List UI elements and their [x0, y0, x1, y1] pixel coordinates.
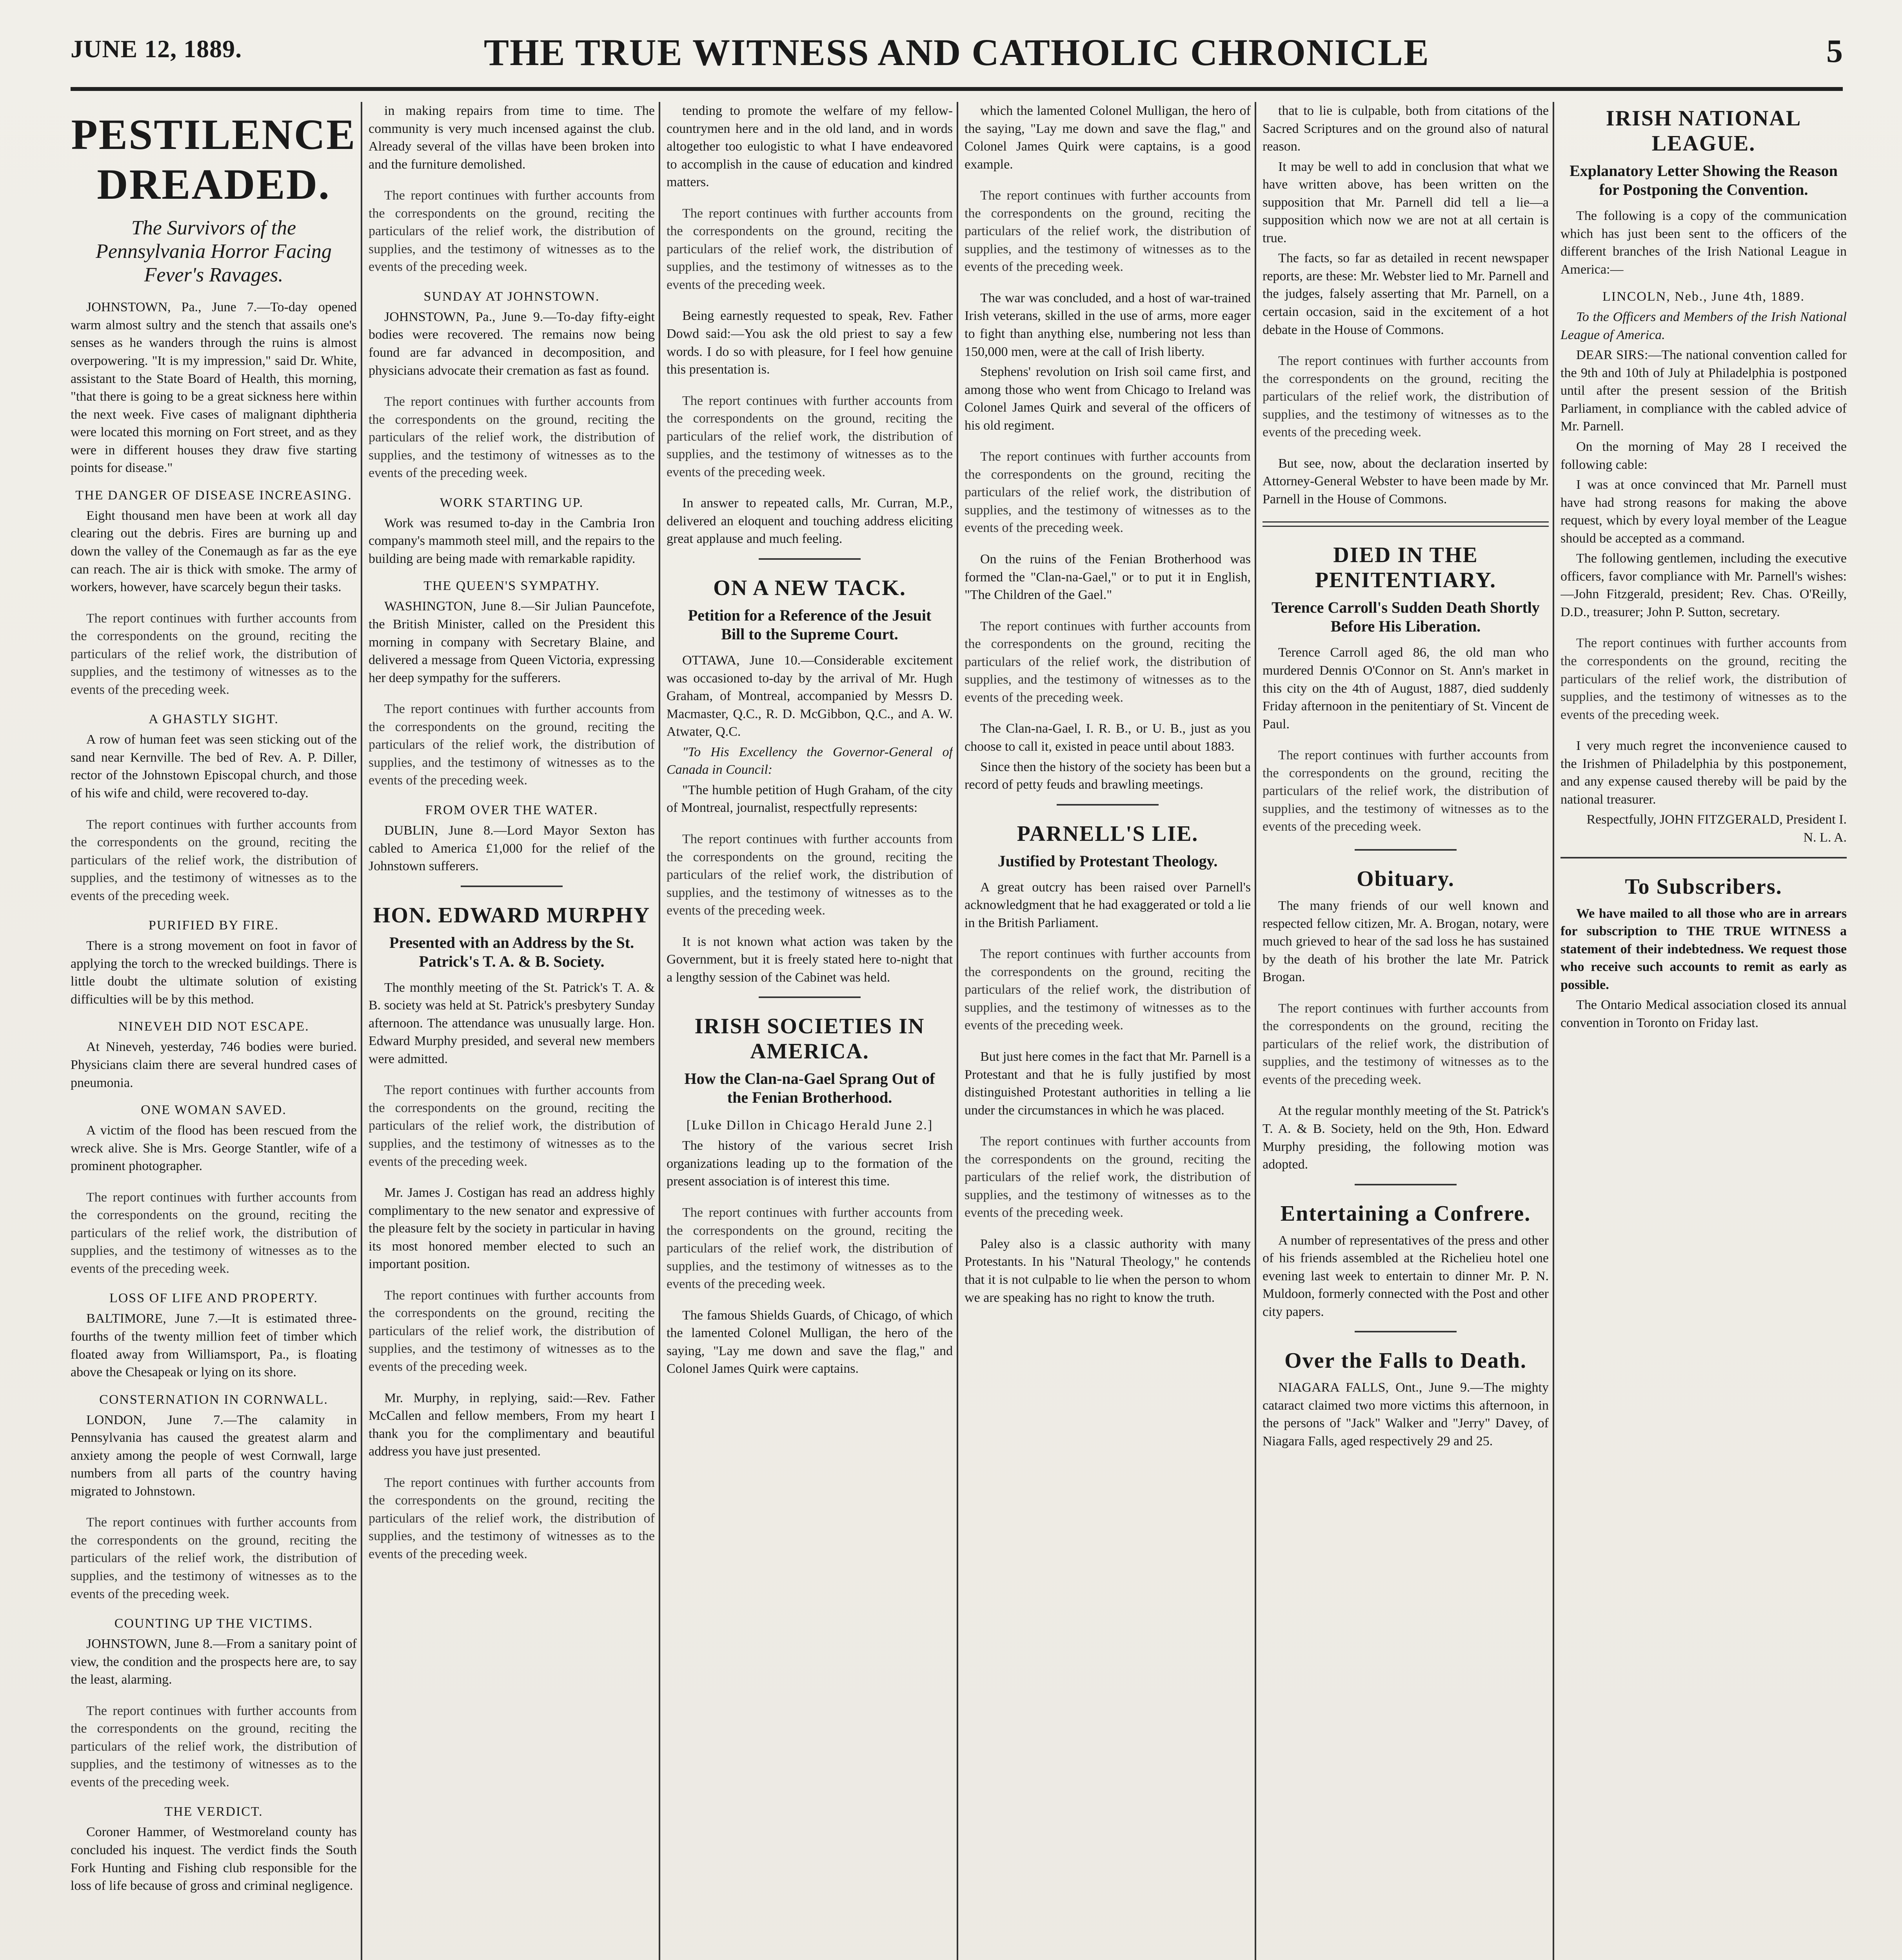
article-subtitle-parnells-lie: Justified by Protestant Theology.	[997, 852, 1218, 870]
article-paragraph: But just here comes in the fact that Mr. Parnell is a Protestant and that he is fully justified by most distinguished Protestant authorities in telling a lie under the circumstances in which he was placed.	[965, 1049, 1251, 1118]
article-paragraph: OTTAWA, June 10.—Considerable excitement was occasioned to-day by the arrival of Mr. Hugh Graham, of Montreal, accompanied by Messrs D. Macmaster, Q.C., R. D. McGibbon, Q.C., and A. W. Atwater, Q.C.	[667, 653, 953, 739]
column-5	[1263, 102, 1549, 1960]
article-paragraph: Stephens' revolution on Irish soil came first, and among those who went from Chicago to Ireland was Colonel James Quirk and several of the officers of his old regiment.	[965, 365, 1251, 433]
article-paragraph: The report continues with further accounts from the correspondents on the ground, reciting the particulars of the relief work, the distribution of supplies, and the testimony of witnesses as to the events of the preceding week.	[667, 1205, 953, 1292]
column-rule	[361, 102, 362, 1960]
article-subtitle-murphy: Presented with an Address by the St. Patrick's T. A. & B. Society.	[389, 933, 634, 970]
section-heading: PURIFIED BY FIRE.	[148, 918, 279, 933]
article-paragraph: LONDON, June 7.—The calamity in Pennsylvania has caused the greatest alarm and anxiety among the people of west Cornwall, large numbers from all parts of the country having migrated to Johnstown.	[71, 1412, 357, 1499]
article-paragraph: The report continues with further accounts from the correspondents on the ground, reciting the particulars of the relief work, the distribution of supplies, and the testimony of witnesses as to the events of the preceding week.	[71, 611, 357, 697]
article-subtitle-league: Explanatory Letter Showing the Reason for Postponing the Convention.	[1570, 162, 1838, 198]
article-paragraph: A great outcry has been raised over Parnell's acknowledgment that he had exaggerated or told a lie in the British Parliament.	[965, 880, 1251, 930]
divider	[1355, 1331, 1457, 1332]
article-paragraph: The following gentlemen, including the executive officers, favor compliance with Mr. Parnell's wishes:—John Fitzgerald, president; Rev. Chas. O'Reilly, D.D., treasurer; John P. Sutton, secretary.	[1560, 551, 1847, 619]
article-paragraph: The following is a copy of the communication which has just been sent to the officers of the different branches of the Irish National League in America:—	[1560, 209, 1847, 277]
article-paragraph: We have mailed to all those who are in arrears for subscription to THE TRUE WITNESS a statement of their indebtedness. We request those who receive such accounts to remit as early as possible.	[1560, 906, 1847, 992]
article-paragraph: The report continues with further accounts from the correspondents on the ground, reciting the particulars of the relief work, the distribution of supplies, and the testimony of witnesses as to the events of the preceding week.	[1263, 354, 1549, 440]
article-paragraph: Mr. Murphy, in replying, said:—Rev. Father McCallen and fellow members, From my heart I thank you for the complimentary and beautiful address you have just presented.	[369, 1390, 655, 1459]
column-rule	[1553, 102, 1554, 1960]
section-heading: WORK STARTING UP.	[440, 495, 584, 510]
article-title-league: IRISH NATIONAL LEAGUE.	[1606, 106, 1802, 156]
article-paragraph: NIAGARA FALLS, Ont., June 9.—The mighty cataract claimed two more victims this afternoon, in the persons of "Jack" Walker and "Jerry" Davey, of Niagara Falls, aged respectively 29 and 25.	[1263, 1380, 1549, 1448]
section-heading: FROM OVER THE WATER.	[425, 802, 598, 817]
article-paragraph: A victim of the flood has been rescued from the wreck alive. She is Mrs. George Stantler, wife of a prominent photographer.	[71, 1123, 357, 1174]
article-title-penitentiary: DIED IN THE PENITENTIARY.	[1315, 543, 1497, 593]
article-paragraph: "The humble petition of Hugh Graham, of the city of Montreal, journalist, respectfully represents:	[667, 782, 953, 815]
article-paragraph: The report continues with further accounts from the correspondents on the ground, reciting the particulars of the relief work, the distribution of supplies, and the testimony of witnesses as to the events of the preceding week.	[1560, 636, 1847, 722]
section-heading: THE VERDICT.	[164, 1804, 263, 1819]
article-paragraph: The Ontario Medical association closed its annual convention in Toronto on Friday last.	[1560, 998, 1847, 1030]
article-paragraph: Eight thousand men have been at work all day clearing out the debris. Fires are burning up and down the valley of the Conemaugh as far as the eye can reach. The air is thick with smoke. The army of workers, however, have scarcely begun their tasks.	[71, 508, 357, 595]
divider	[1355, 849, 1457, 851]
article-paragraph: Coroner Hammer, of Westmoreland county has concluded his inquest. The verdict finds the South Fork Hunting and Fishing club responsible for the loss of life because of gross and criminal negligence.	[71, 1825, 357, 1893]
column-rule	[1255, 102, 1256, 1960]
article-paragraph: JOHNSTOWN, June 8.—From a sanitary point of view, the condition and the prospects here are, to say the least, alarming.	[71, 1637, 357, 1687]
article-paragraph: JOHNSTOWN, Pa., June 9.—To-day fifty-eight bodies were recovered. The remains now being found are far advanced in decomposition, and physicians advocate their cremation as fast as found.	[369, 309, 655, 378]
article-subtitle-irish-societies: How the Clan-na-Gael Sprang Out of the Fenian Brotherhood.	[684, 1070, 935, 1107]
section-heading: NINEVEH DID NOT ESCAPE.	[118, 1019, 309, 1034]
article-paragraph: The famous Shields Guards, of Chicago, of which the lamented Colonel Mulligan, the hero of the saying, "Lay me down and save the flag," and Colonel James Quirk were captains.	[667, 1308, 953, 1376]
article-paragraph: The monthly meeting of the St. Patrick's T. A. & B. society was held at St. Patrick's presbytery Sunday afternoon. The attendance was unusually large. Hon. Edward Murphy presided, and several new members were admitted.	[369, 980, 655, 1066]
article-paragraph: But see, now, about the declaration inserted by Attorney-General Webster to have been made by Mr. Parnell in the House of Commons.	[1263, 456, 1549, 506]
article-paragraph: Being earnestly requested to speak, Rev. Father Dowd said:—You ask the old priest to say a few words. I do so with pleasure, for I feel how genuine this presentation is.	[667, 309, 953, 377]
article-paragraph: The history of the various secret Irish organizations leading up to the formation of the present association is of interest this time.	[667, 1138, 953, 1189]
article-paragraph: The report continues with further accounts from the correspondents on the ground, reciting the particulars of the relief work, the distribution of supplies, and the testimony of witnesses as to the events of the preceding week.	[1263, 1001, 1549, 1087]
article-subtitle-new-tack: Petition for a Reference of the Jesuit Bill to the Supreme Court.	[688, 606, 932, 643]
article-paragraph: Work was resumed to-day in the Cambria Iron company's mammoth steel mill, and the repairs to the building are being made with remarkable rapidity.	[369, 515, 655, 566]
issue-date: JUNE 12, 1889.	[71, 35, 242, 63]
masthead-rule	[71, 87, 1843, 91]
article-paragraph: I was at once convinced that Mr. Parnell must have had strong reasons for making the above request, which by every loyal member of the League should be accepted as a command.	[1560, 477, 1847, 546]
article-paragraph: The report continues with further accounts from the correspondents on the ground, reciting the particulars of the relief work, the distribution of supplies, and the testimony of witnesses as to the events of the preceding week.	[369, 188, 655, 274]
article-paragraph: The many friends of our well known and respected fellow citizen, Mr. A. Brogan, notary, were much grieved to hear of the sad loss he has sustained by the death of his brother the late Mr. Patrick Brogan.	[1263, 898, 1549, 985]
article-paragraph: The report continues with further accounts from the correspondents on the ground, reciting the particulars of the relief work, the distribution of supplies, and the testimony of witnesses as to the events of the preceding week.	[965, 449, 1251, 535]
column-6	[1560, 102, 1847, 1960]
article-paragraph: The report continues with further accounts from the correspondents on the ground, reciting the particulars of the relief work, the distribution of supplies, and the testimony of witnesses as to the events of the preceding week.	[965, 619, 1251, 705]
article-paragraph: DUBLIN, June 8.—Lord Mayor Sexton has cabled to America £1,000 for the relief of the Johnstown sufferers.	[369, 823, 655, 874]
section-heading: CONSTERNATION IN CORNWALL.	[99, 1392, 328, 1407]
article-paragraph: A row of human feet was seen sticking out of the sand near Kernville. The bed of Rev. A. P. Diller, rector of the Johnstown Episcopal church, and those of his wife and child, were recovered to-day.	[71, 732, 357, 800]
article-paragraph: Terence Carroll aged 86, the old man who murdered Dennis O'Connor on St. Ann's market in this city on the 4th of August, 1887, died suddenly Friday afternoon in the penitentiary of St. Vincent de Paul.	[1263, 645, 1549, 731]
article-paragraph: DEAR SIRS:—The national convention called for the 9th and 10th of July at Philadelphia is postponed until after the present session of the British Parliament, in compliance with the cabled advice of Mr. Parnell.	[1560, 348, 1847, 434]
article-paragraph: WASHINGTON, June 8.—Sir Julian Pauncefote, the British Minister, called on the President this morning in company with Secretary Blaine, and delivered a message from Queen Victoria, expressing her deep sympathy for the sufferers.	[369, 599, 655, 685]
article-paragraph: A number of representatives of the press and other of his friends assembled at the Richelieu hotel one evening last week to entertain to dinner Mr. P. N. Muldoon, formerly connected with the Post and other city papers.	[1263, 1233, 1549, 1319]
article-title-irish-societies: IRISH SOCIETIES IN AMERICA.	[694, 1014, 925, 1064]
dateline: LINCOLN, Neb., June 4th, 1889.	[1602, 289, 1805, 304]
column-rule	[659, 102, 660, 1960]
article-paragraph: The facts, so far as detailed in recent newspaper reports, are these: Mr. Webster lied to Mr. Parnell and the judges, falsely asserting that Mr. Parnell, on a certain occasion, said in the excitement of a hot debate in the House of Commons.	[1263, 251, 1549, 337]
divider	[461, 886, 563, 887]
article-paragraph: BALTIMORE, June 7.—It is estimated three-fourths of the twenty million feet of timber which floated away from Williamsport, Pa., is floating above the Chesapeak or lying on its shore.	[71, 1311, 357, 1380]
article-paragraph: The report continues with further accounts from the correspondents on the ground, reciting the particulars of the relief work, the distribution of supplies, and the testimony of witnesses as to the events of the preceding week.	[667, 393, 953, 479]
column-1	[71, 102, 357, 1960]
article-paragraph: At Nineveh, yesterday, 746 bodies were buried. Physicians claim there are several hundred cases of pneumonia.	[71, 1040, 357, 1090]
article-paragraph: I very much regret the inconvenience caused to the Irishmen of Philadelphia by this postponement, and any expense caused thereby will be paid by the national treasurer.	[1560, 739, 1847, 807]
article-paragraph: The report continues with further accounts from the correspondents on the ground, reciting the particulars of the relief work, the distribution of supplies, and the testimony of witnesses as to the events of the preceding week.	[965, 1134, 1251, 1220]
subhead-pestilence: The Survivors of the Pennsylvania Horror Facing Fever's Ravages.	[96, 217, 332, 286]
article-title-falls: Over the Falls to Death.	[1284, 1348, 1527, 1373]
article-paragraph: The report continues with further accounts from the correspondents on the ground, reciting the particulars of the relief work, the distribution of supplies, and the testimony of witnesses as to the events of the preceding week.	[71, 817, 357, 903]
article-paragraph: The report continues with further accounts from the correspondents on the ground, reciting the particulars of the relief work, the distribution of supplies, and the testimony of witnesses as to the events of the preceding week.	[965, 188, 1251, 274]
signature: Respectfully, JOHN FITZGERALD, President I. N. L. A.	[1586, 812, 1847, 845]
column-3	[667, 102, 953, 1960]
article-paragraph: The report continues with further accounts from the correspondents on the ground, reciting the particulars of the relief work, the distribution of supplies, and the testimony of witnesses as to the events of the preceding week.	[71, 1515, 357, 1601]
article-title-new-tack: ON A NEW TACK.	[713, 576, 906, 601]
divider	[759, 996, 861, 998]
dateline: [Luke Dillon in Chicago Herald June 2.]	[686, 1118, 933, 1133]
article-paragraph: At the regular monthly meeting of the St. Patrick's T. A. & B. Society, held on the 9th, Hon. Edward Murphy presiding, the following motion was adopted.	[1263, 1103, 1549, 1172]
divider	[1355, 1184, 1457, 1185]
article-paragraph: which the lamented Colonel Mulligan, the hero of the saying, "Lay me down and save the flag," and Colonel James Quirk were captains, is a good example.	[965, 103, 1251, 172]
article-paragraph: in making repairs from time to time. The community is very much incensed against the club. Already several of the villas have been broken into and the furniture demolished.	[369, 103, 655, 172]
section-heading: COUNTING UP THE VICTIMS.	[114, 1616, 313, 1631]
article-paragraph: The report continues with further accounts from the correspondents on the ground, reciting the particulars of the relief work, the distribution of supplies, and the testimony of witnesses as to the events of the preceding week.	[667, 206, 953, 292]
article-paragraph: Mr. James J. Costigan has read an address highly complimentary to the new senator and expressive of the pleasure felt by the society in particular in having its most honored member elected to such an important position.	[369, 1185, 655, 1272]
section-heading: SUNDAY AT JOHNSTOWN.	[423, 289, 600, 304]
article-paragraph: The report continues with further accounts from the correspondents on the ground, reciting the particulars of the relief work, the distribution of supplies, and the testimony of witnesses as to the events of the preceding week.	[1263, 748, 1549, 834]
divider	[1057, 804, 1159, 806]
article-paragraph: The war was concluded, and a host of war-trained Irish veterans, skilled in the use of arms, more eager to fight than anything else, numbering not less than 150,000 men, were at the call of Irish liberty.	[965, 290, 1251, 359]
article-paragraph: The report continues with further accounts from the correspondents on the ground, reciting the particulars of the relief work, the distribution of supplies, and the testimony of witnesses as to the events of the preceding week.	[369, 394, 655, 481]
page-number: 5	[1826, 33, 1843, 69]
column-4	[965, 102, 1251, 1960]
article-title-murphy: HON. EDWARD MURPHY	[373, 903, 650, 927]
article-paragraph: The report continues with further accounts from the correspondents on the ground, reciting the particulars of the relief work, the distribution of supplies, and the testimony of witnesses as to the events of the preceding week.	[369, 1288, 655, 1374]
article-paragraph: On the morning of May 28 I received the following cable:	[1560, 439, 1847, 472]
column-rule	[957, 102, 958, 1960]
petition-quote: "To His Excellency the Governor-General of Canada in Council:	[667, 744, 953, 777]
divider	[759, 558, 861, 560]
article-paragraph: Since then the history of the society has been but a record of petty feuds and brawling meetings.	[965, 759, 1251, 792]
newspaper-title: THE TRUE WITNESS AND CATHOLIC CHRONICLE	[484, 31, 1430, 73]
masthead	[71, 31, 1843, 82]
salutation: To the Officers and Members of the Irish National League of America.	[1560, 310, 1847, 342]
article-paragraph: The report continues with further accounts from the correspondents on the ground, reciting the particulars of the relief work, the distribution of supplies, and the testimony of witnesses as to the events of the preceding week.	[71, 1190, 357, 1276]
article-paragraph: JOHNSTOWN, Pa., June 7.—To-day opened warm almost sultry and the stench that assails one's senses as he wanders through the ruins is almost overpowering. "It is my impression," said Dr. White, assistant to the State Board of Health, this morning, "that there is going to be a great sickness here within the next week. Five cases of malignant diphtheria were located this morning on Fort street, and as they were in different houses they draw five starting points for disease."	[71, 300, 357, 475]
column-2	[369, 102, 655, 1960]
section-heading: ONE WOMAN SAVED.	[141, 1103, 287, 1118]
headline-pestilence: PESTILENCE DREADED.	[71, 111, 356, 208]
article-paragraph: tending to promote the welfare of my fellow-countrymen here and in the old land, and in words altogether too eulogistic to what I have endeavored to accomplish in the cause of education and kindred matters.	[667, 103, 953, 190]
article-paragraph: There is a strong movement on foot in favor of applying the torch to the wrecked buildings. There is little doubt the ultimate solution of existing difficulties will be by this method.	[71, 938, 357, 1007]
article-paragraph: The report continues with further accounts from the correspondents on the ground, reciting the particulars of the relief work, the distribution of supplies, and the testimony of witnesses as to the events of the preceding week.	[667, 831, 953, 918]
section-heading: A GHASTLY SIGHT.	[149, 712, 279, 727]
article-subtitle-penitentiary: Terence Carroll's Sudden Death Shortly Before His Liberation.	[1272, 599, 1540, 635]
article-paragraph: that to lie is culpable, both from citations of the Sacred Scriptures and on the ground also of natural reason.	[1263, 103, 1549, 154]
article-paragraph: The report continues with further accounts from the correspondents on the ground, reciting the particulars of the relief work, the distribution of supplies, and the testimony of witnesses as to the events of the preceding week.	[369, 1083, 655, 1169]
section-heading: THE DANGER OF DISEASE INCREASING.	[75, 488, 352, 503]
article-paragraph: On the ruins of the Fenian Brotherhood was formed the "Clan-na-Gael," or to put it in English, "The Children of the Gael."	[965, 552, 1251, 603]
article-title-parnells-lie: PARNELL'S LIE.	[1017, 821, 1199, 846]
article-paragraph: It is not known what action was taken by the Government, but it is freely stated here to-night that a lengthy session of the Cabinet was held.	[667, 934, 953, 985]
article-paragraph: Paley also is a classic authority with many Protestants. In his "Natural Theology," he contends that it is not culpable to lie when the person to whom we are speaking has no right to know the truth.	[965, 1236, 1251, 1305]
article-paragraph: The report continues with further accounts from the correspondents on the ground, reciting the particulars of the relief work, the distribution of supplies, and the testimony of witnesses as to the events of the preceding week.	[369, 1475, 655, 1561]
section-heading: THE QUEEN'S SYMPATHY.	[423, 579, 600, 593]
article-paragraph: It may be well to add in conclusion that what we have written above, has been written on the supposition that Mr. Parnell did tell a lie—a supposition which now we are not at all certain is true.	[1263, 159, 1549, 245]
section-heading: LOSS OF LIFE AND PROPERTY.	[109, 1291, 318, 1306]
article-paragraph: The Clan-na-Gael, I. R. B., or U. B., just as you choose to call it, existed in peace until about 1883.	[965, 721, 1251, 754]
article-title-subscribers: To Subscribers.	[1625, 874, 1782, 899]
article-paragraph: The report continues with further accounts from the correspondents on the ground, reciting the particulars of the relief work, the distribution of supplies, and the testimony of witnesses as to the events of the preceding week.	[965, 947, 1251, 1033]
divider	[1263, 521, 1549, 527]
divider	[1560, 857, 1847, 858]
article-title-confrere: Entertaining a Confrere.	[1280, 1201, 1531, 1226]
article-paragraph: The report continues with further accounts from the correspondents on the ground, reciting the particulars of the relief work, the distribution of supplies, and the testimony of witnesses as to the events of the preceding week.	[71, 1703, 357, 1789]
article-paragraph: In answer to repeated calls, Mr. Curran, M.P., delivered an eloquent and touching address eliciting great applause and much feeling.	[667, 496, 953, 546]
article-paragraph: The report continues with further accounts from the correspondents on the ground, reciting the particulars of the relief work, the distribution of supplies, and the testimony of witnesses as to the events of the preceding week.	[369, 702, 655, 788]
article-title-obituary: Obituary.	[1357, 866, 1455, 891]
